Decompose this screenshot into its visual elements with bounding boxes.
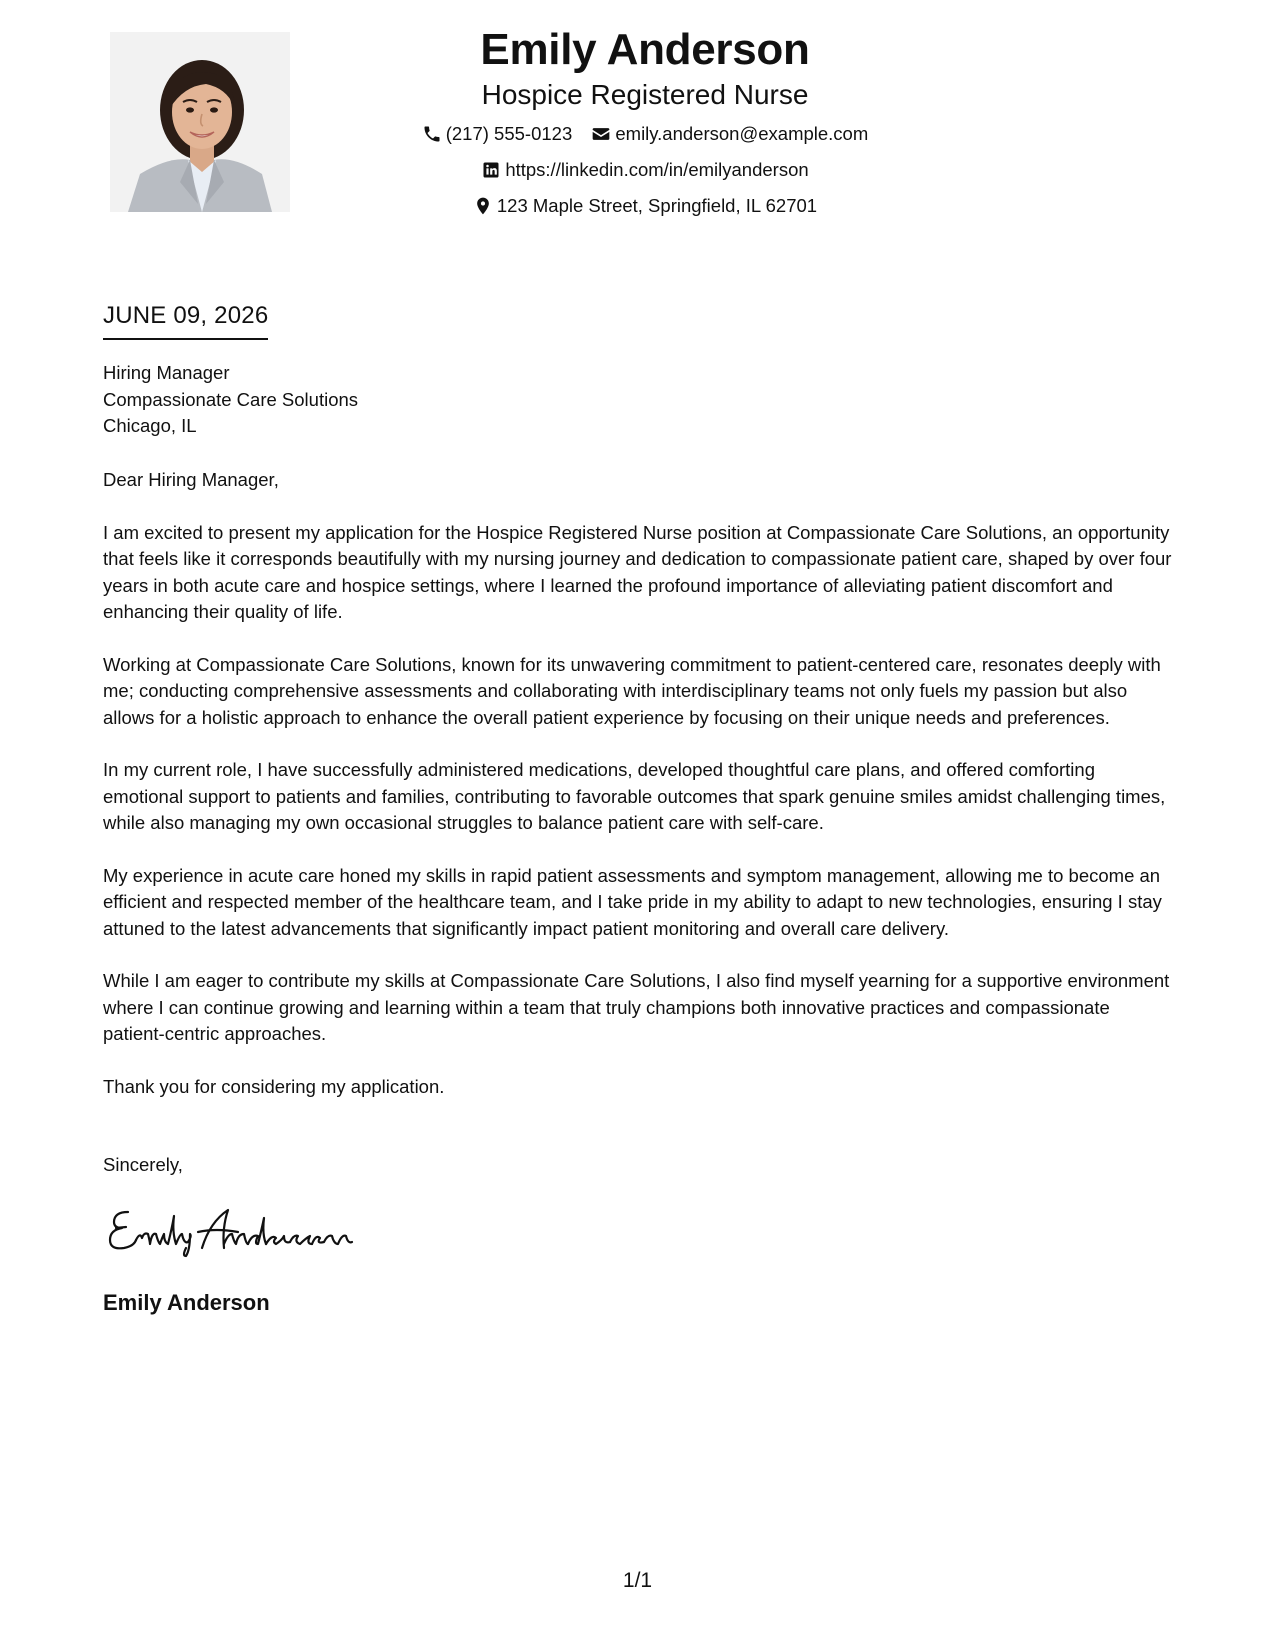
- email-contact: [591, 118, 868, 150]
- linkedin-contact: [481, 154, 808, 186]
- linkedin-url[interactable]: https://linkedin.com/in/emilyanderson: [505, 159, 809, 180]
- salutation: Dear Hiring Manager,: [103, 469, 279, 490]
- paragraph-2: Working at Compassionate Care Solutions, known for its unwavering commitment to patient-centered care, resonates deeply with me; conducting comprehensive assessments and collaborating with interdisciplinary teams not only fuels my passion but also allows for a holistic approach to enhance the overall patient experience by focusing on their unique needs and preferences.: [103, 653, 1161, 728]
- closing: Sincerely,: [103, 1154, 183, 1175]
- letter-body: [103, 467, 1173, 1126]
- phone-contact: [422, 118, 573, 150]
- recipient-block: [103, 360, 358, 440]
- paragraph-1: I am excited to present my application for the Hospice Registered Nurse position at Compassionate Care Solutions, an opportunity that feels like it corresponds beautifully with my nursing journey and dedication to compassionate patient care, shaped by over four years in both acute care and hospice settings, where I learned the profound importance of alleviating patient discomfort and enhancing their quality of life.: [103, 521, 1172, 622]
- map-pin-icon: [473, 196, 493, 216]
- recipient-company: Compassionate Care Solutions: [103, 388, 359, 410]
- street-address: 123 Maple Street, Springfield, IL 62701: [496, 195, 818, 216]
- recipient-location: Chicago, IL: [103, 415, 197, 436]
- envelope-icon: [591, 124, 611, 144]
- phone-icon: [422, 124, 442, 144]
- contact-line-3: [330, 190, 960, 226]
- page-number: 1/1: [622, 1569, 653, 1592]
- contact-line-2: [330, 154, 960, 190]
- paragraph-5: While I am eager to contribute my skills at Compassionate Care Solutions, I also find myself yearning for a supportive environment where I can continue growing and learning within a team that truly champions both innovative practices and compassionate patient-centric approaches.: [103, 970, 1170, 1044]
- resume-header: [330, 22, 960, 226]
- linkedin-icon: [481, 160, 501, 180]
- job-title: Hospice Registered Nurse: [481, 79, 809, 110]
- recipient-title: Hiring Manager: [103, 362, 230, 383]
- email-address[interactable]: emily.anderson@example.com: [615, 123, 869, 144]
- paragraph-6: Thank you for considering my application.: [103, 1075, 445, 1097]
- applicant-name: Emily Anderson: [480, 25, 810, 74]
- letter-date: JUNE 09, 2026: [103, 300, 268, 340]
- contact-line-1: [330, 118, 960, 154]
- profile-photo: [110, 32, 290, 212]
- signer-name: Emily Anderson: [103, 1290, 270, 1315]
- phone-number: (217) 555-0123: [445, 123, 573, 144]
- address-contact: [473, 190, 817, 222]
- handwritten-signature: [106, 1198, 366, 1258]
- paragraph-4: My experience in acute care honed my skills in rapid patient assessments and symptom management, allowing me to become an efficient and respected member of the healthcare team, and I take pride in my ability to adapt to new technologies, ensuring I stay attuned to the latest advancements that significantly impact patient monitoring and overall care delivery.: [103, 864, 1162, 939]
- paragraph-3: In my current role, I have successfully administered medications, developed thoughtful care plans, and offered comforting emotional support to patients and families, contributing to favorable outcomes that spark genuine smiles amidst challenging times, while also managing my own occasional struggles to balance patient care with self-care.: [103, 759, 1166, 833]
